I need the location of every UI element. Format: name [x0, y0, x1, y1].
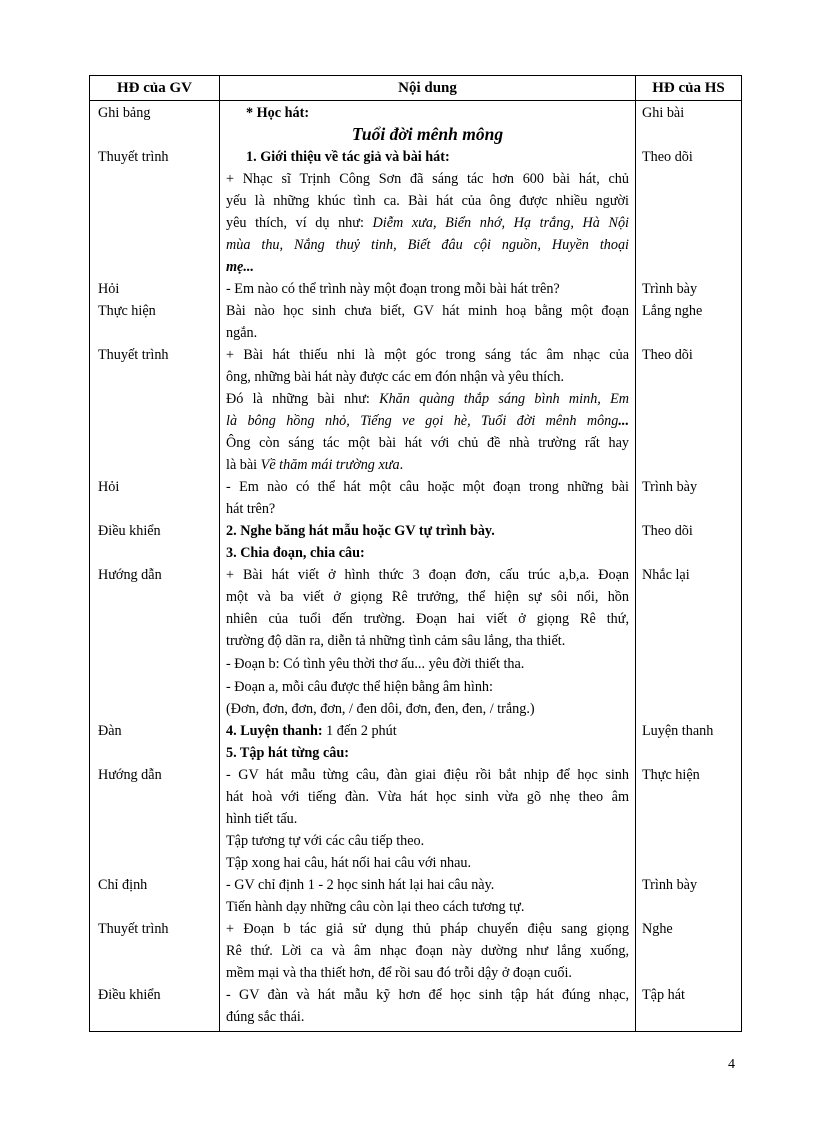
text-line: yếu là những khúc tình ca. Bài hát của ông được nhiều người — [226, 193, 629, 209]
gv-activity: Ghi bảng — [98, 105, 151, 121]
hs-activity: Thực hiện — [642, 767, 700, 783]
text-line: nhiên của tuổi đến trường. Đoạn hai viết ở giọng Rê thứ, — [226, 611, 629, 627]
section-heading: 5. Tập hát từng câu: — [226, 745, 349, 761]
gv-activity: Điều khiển — [98, 987, 161, 1003]
text-line: hát hoà với tiếng đàn. Vừa hát học sinh vừa gõ nhẹ theo âm — [226, 789, 629, 805]
text-line: + Nhạc sĩ Trịnh Công Sơn đã sáng tác hơn 600 bài hát, chủ — [226, 171, 629, 187]
section-heading: 1. Giới thiệu về tác giả và bài hát: — [246, 149, 450, 165]
header-gv: HĐ của GV — [90, 76, 220, 101]
text-segment: ... — [618, 413, 629, 429]
hoc-hat-label: * Học hát: — [246, 105, 310, 121]
gv-activity-column — [90, 101, 220, 1032]
header-content: Nội dung — [220, 76, 636, 101]
hs-activity: Nhắc lại — [642, 567, 690, 583]
gv-activity: Thực hiện — [98, 303, 156, 319]
text-line: ông, những bài hát này được các em đón nhận và yêu thích. — [226, 369, 565, 385]
gv-activity: Hỏi — [98, 479, 120, 495]
gv-activity: Hướng dẫn — [98, 567, 162, 583]
text-segment: là bài — [226, 457, 261, 473]
gv-activity: Thuyết trình — [98, 347, 169, 363]
song-list: Khăn quàng thắp sáng bình minh, Em — [379, 391, 630, 407]
song-list: Diễm xưa, Biển nhớ, Hạ trắng, Hà Nội — [372, 215, 629, 231]
text-line: Ông còn sáng tác một bài hát với chủ đề nhà trường rất hay — [226, 435, 629, 451]
text-segment: yêu thích, ví dụ như: — [226, 215, 373, 231]
gv-activity: Chỉ định — [98, 877, 148, 893]
hs-activity: Tập hát — [642, 987, 685, 1003]
text-line: - Đoạn a, mỗi câu được thể hiện bằng âm hình: — [226, 679, 493, 695]
text-line: Bài nào học sinh chưa biết, GV hát minh hoạ bằng một đoạn — [226, 303, 629, 319]
hs-activity: Trình bày — [642, 877, 698, 893]
section-heading: 2. Nghe băng hát mẫu hoặc GV tự trình bày. — [226, 523, 495, 539]
lesson-table — [89, 75, 742, 1032]
song-list: mùa thu, Nắng thuỷ tinh, Biết đâu cội nguồn, Huyền thoại — [226, 237, 629, 253]
text-line: - GV đàn và hát mẫu kỹ hơn để học sinh tập hát đúng nhạc, — [226, 987, 629, 1003]
hs-activity: Theo dõi — [642, 149, 693, 165]
text-line: Tập tương tự với các câu tiếp theo. — [226, 833, 425, 849]
text-line: - GV hát mẫu từng câu, đàn giai điệu rồi bắt nhịp để học sinh — [226, 767, 629, 783]
text-segment: . — [399, 457, 404, 473]
hs-activity: Luyện thanh — [642, 723, 714, 739]
text-line: + Bài hát viết ở hình thức 3 đoạn đơn, cấu trúc a,b,a. Đoạn — [226, 567, 629, 583]
text-line — [226, 721, 629, 741]
text-line — [226, 389, 629, 409]
song-title: Tuổi đời mênh mông — [351, 124, 504, 144]
text-line: hình tiết tấu. — [226, 811, 298, 827]
page-number: 4 — [728, 1057, 735, 1072]
text-line: Rê thứ. Lời ca và âm nhạc đoạn này dường như lắng xuống, — [226, 943, 629, 959]
text-line — [226, 455, 629, 475]
gv-activity: Hướng dẫn — [98, 767, 162, 783]
text-line: đúng sắc thái. — [226, 1009, 305, 1025]
hs-activity-column — [636, 101, 742, 1032]
text-line: ngắn. — [226, 325, 258, 341]
hs-activity: Theo dõi — [642, 523, 693, 539]
text-line: Tập xong hai câu, hát nối hai câu với nhau. — [226, 855, 472, 871]
hs-activity: Trình bày — [642, 281, 698, 297]
text-line — [226, 213, 629, 233]
gv-activity: Hỏi — [98, 281, 120, 297]
text-segment: Đó là những bài như: — [226, 391, 380, 407]
hs-activity: Lắng nghe — [642, 303, 703, 319]
section-heading: 4. Luyện thanh: — [226, 723, 323, 739]
hs-activity: Ghi bài — [642, 105, 685, 121]
hs-activity: Nghe — [642, 921, 673, 937]
gv-activity: Thuyết trình — [98, 921, 169, 937]
gv-activity: Đàn — [98, 723, 122, 739]
gv-activity: Điều khiển — [98, 523, 161, 539]
gv-activity: Thuyết trình — [98, 149, 169, 165]
song-list — [226, 257, 629, 277]
text-segment: là bông hồng nhỏ, Tiếng ve gọi hè, Tuổi đời mênh mông — [226, 413, 619, 429]
body-row — [90, 101, 742, 1032]
text-line: (Đơn, đơn, đơn, đơn, / đen dôi, đơn, đen, đen, / trắng.) — [226, 701, 535, 717]
text-line: - Em nào có thể trình này một đoạn trong mỗi bài hát trên? — [226, 281, 560, 297]
text-line: trường độ dãn ra, diễn tả những tình cảm sâu lắng, tha thiết. — [226, 633, 566, 649]
text-line: hát trên? — [226, 501, 276, 517]
text-line: một và ba viết ở giọng Rê trưởng, thể hiện sự sôi nổi, hồn — [226, 589, 629, 605]
text-line: Tiến hành dạy những câu còn lại theo cách tương tự. — [226, 899, 525, 915]
section-heading: 3. Chia đoạn, chia câu: — [226, 545, 365, 561]
text-line: + Đoạn b tác giả sử dụng thủ pháp chuyển điệu sang giọng — [226, 921, 629, 937]
header-row — [90, 76, 742, 101]
text-line: mềm mại và tha thiết hơn, để rồi sau đó trỗi dậy ở đoạn cuối. — [226, 965, 572, 981]
content-column — [220, 101, 636, 1032]
song-list — [226, 411, 629, 431]
text-line: - GV chỉ định 1 - 2 học sinh hát lại hai câu này. — [226, 877, 495, 893]
text-line: - Đoạn b: Có tình yêu thời thơ ấu... yêu đời thiết tha. — [226, 656, 525, 672]
song-title-ref: Về thăm mái trường xưa — [260, 457, 400, 473]
text-line: - Em nào có thể hát một câu hoặc một đoạn trong những bài — [226, 479, 629, 495]
header-hs: HĐ của HS — [636, 76, 742, 101]
text-line: + Bài hát thiếu nhi là một góc trong sáng tác âm nhạc của — [226, 347, 629, 363]
hs-activity: Theo dõi — [642, 347, 693, 363]
text-segment: 1 đến 2 phút — [322, 723, 397, 739]
text-segment: mẹ... — [226, 259, 254, 275]
hs-activity: Trình bày — [642, 479, 698, 495]
